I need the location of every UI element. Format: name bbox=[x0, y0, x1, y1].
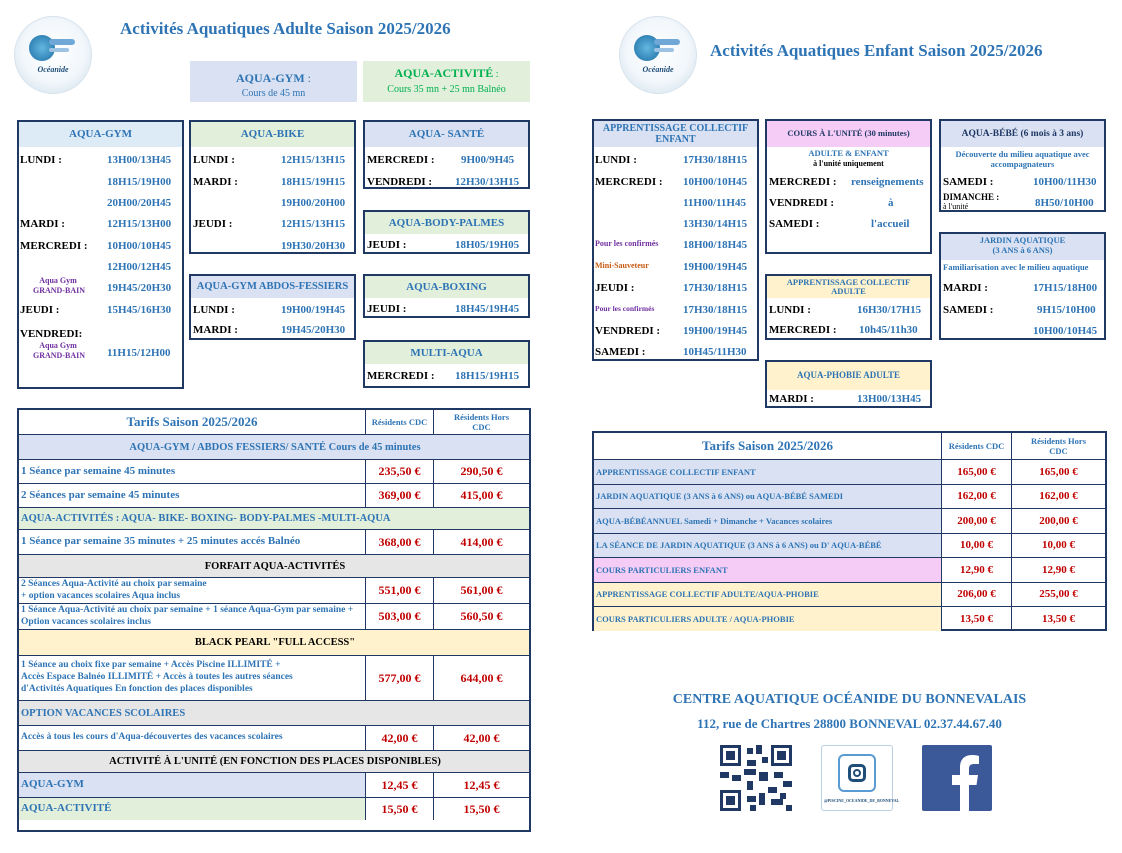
price-resident: 577,00 € bbox=[365, 656, 433, 700]
aquagym-info-box: AQUA-GYM : Cours de 45 mn bbox=[190, 61, 357, 102]
tarif-section-row bbox=[19, 434, 529, 459]
collectif-schedule: APPRENTISSAGE COLLECTIF ENFANT LUNDI : 17H30/18H15 MERCREDI : 10H00/10H45 11H00/11H45 13H30/14H15 Pour les confirmés 18H00/18H45 Mini-Sauveteur 19H00/19H45 JEUDI : 17H30/18H15 Pour les confirmés 17H30/18H15 VENDREDI : 19H00/19H45 SAMEDI : 10H45/11H30 bbox=[592, 119, 759, 361]
price-non-resident: 162,00 € bbox=[1011, 485, 1105, 509]
center-address: 112, rue de Chartres 28800 BONNEVAL 02.37.44.67.40 bbox=[697, 716, 1002, 731]
unite-header: COURS À L'UNITÉ (30 minutes) bbox=[767, 121, 930, 147]
adult-title: Activités Aquatiques Adulte Saison 2025/2026 bbox=[120, 19, 451, 38]
bebe-header: AQUA-BÉBÉ (6 mois à 3 ans) bbox=[941, 121, 1104, 147]
multi-header: MULTI-AQUA bbox=[365, 342, 528, 364]
tarif-row bbox=[19, 772, 529, 797]
price-resident: 42,00 € bbox=[365, 726, 433, 750]
price-resident: 200,00 € bbox=[941, 509, 1011, 533]
instagram-qr-icon[interactable]: @PISCINE_OCEANIDE_DE_BONNEVAL bbox=[821, 745, 893, 811]
tarif-label: AQUA-BÉBÉANNUEL Samedi + Dimanche + Vacances scolaires bbox=[594, 509, 941, 533]
price-non-resident: 644,00 € bbox=[433, 656, 529, 700]
tarif-row bbox=[19, 797, 529, 820]
price-resident: 503,00 € bbox=[365, 604, 433, 629]
sante-header: AQUA- SANTÉ bbox=[365, 122, 528, 147]
bebe-schedule: AQUA-BÉBÉ (6 mois à 3 ans) Découverte du milieu aquatique avec accompagnateurs SAMEDI : 10H00/11H30 DIMANCHE : à l'unité 8H50/10H00 bbox=[939, 119, 1106, 212]
palmes-schedule: AQUA-BODY-PALMES JEUDI : 18H05/19H05 bbox=[363, 210, 530, 254]
price-non-resident: 12,90 € bbox=[1011, 558, 1105, 582]
tarif-row bbox=[19, 655, 529, 700]
multi-schedule: MULTI-AQUA MERCREDI : 18H15/19H15 bbox=[363, 340, 530, 388]
price-non-resident: 15,50 € bbox=[433, 798, 529, 820]
price-non-resident: 165,00 € bbox=[1011, 460, 1105, 484]
boxing-schedule: AQUA-BOXING JEUDI : 18H45/19H45 bbox=[363, 274, 530, 318]
palmes-header: AQUA-BODY-PALMES bbox=[365, 212, 528, 234]
tarif-section-label: BLACK PEARL "FULL ACCESS" bbox=[194, 637, 356, 648]
child-tarifs-title: Tarifs Saison 2025/2026 bbox=[702, 438, 833, 453]
tarif-row bbox=[19, 483, 529, 507]
sante-schedule: AQUA- SANTÉ MERCREDI : 9H00/9H45 VENDREDI : 12H30/13H15 bbox=[363, 120, 530, 189]
price-non-resident: 415,00 € bbox=[433, 484, 529, 507]
tarif-section-label: AQUA-GYM / ABDOS FESSIERS/ SANTÉ Cours de 45 minutes bbox=[129, 441, 421, 453]
tarif-label: 2 Séances par semaine 45 minutes bbox=[21, 488, 180, 501]
price-resident: 13,50 € bbox=[941, 607, 1011, 631]
tarif-section-label: AQUA-ACTIVITÉS : AQUA- BIKE- BOXING- BODY-PALMES -MULTI-AQUA bbox=[21, 513, 391, 524]
tarif-row bbox=[19, 459, 529, 483]
tarif-label: JARDIN AQUATIQUE (3 ANS à 6 ANS) ou AQUA-BÉBÉ SAMEDI bbox=[594, 485, 941, 509]
aquagym-schedule: AQUA-GYM LUNDI : 13H00/13H45 18H15/19H00 20H00/20H45 MARDI : 12H15/13H00 MERCREDI : 10H00/10H45 12H00/12H45 Aqua Gym GRAND-BAIN 19H45/20H30 JEUDI : 15H45/16H30 VENDREDI: Aqua Gym GRAND-BAIN 11H15/12H00 bbox=[17, 120, 184, 389]
price-resident: 369,00 € bbox=[365, 484, 433, 507]
price-resident: 15,50 € bbox=[365, 798, 433, 820]
price-resident: 551,00 € bbox=[365, 578, 433, 603]
child-title: Activités Aquatiques Enfant Saison 2025/2026 bbox=[710, 41, 1043, 60]
tarif-section-row bbox=[19, 507, 529, 529]
aquaactivite-info-box: AQUA-ACTIVITÉ : Cours 35 mn + 25 mn Balnéo bbox=[363, 61, 530, 102]
price-resident: 12,45 € bbox=[365, 773, 433, 797]
tarif-label: COURS PARTICULIERS ENFANT bbox=[594, 558, 941, 582]
collectif-header: APPRENTISSAGE COLLECTIF ENFANT bbox=[594, 121, 757, 147]
center-name: CENTRE AQUATIQUE OCÉANIDE DU BONNEVALAIS bbox=[672, 692, 1027, 707]
price-non-resident: 414,00 € bbox=[433, 530, 529, 554]
unite-schedule: COURS À L'UNITÉ (30 minutes) ADULTE & ENFANT à l'unité uniquement MERCREDI : renseignements VENDREDI : à SAMEDI : l'accueil bbox=[765, 119, 932, 254]
price-resident: 235,50 € bbox=[365, 460, 433, 483]
tarif-section-label: ACTIVITÉ À L'UNITÉ (EN FONCTION DES PLACES DISPONIBLES) bbox=[109, 756, 441, 767]
tarif-label: LA SÉANCE DE JARDIN AQUATIQUE (3 ANS à 6 ANS) ou D' AQUA-BÉBÉ bbox=[594, 534, 941, 558]
boxing-header: AQUA-BOXING bbox=[365, 276, 528, 298]
adult-tarifs-table: Tarifs Saison 2025/2026 Résidents CDC Résidents Hors CDC AQUA-GYM / ABDOS FESSIERS/ SANTÉ Cours de 45 minutes 1 Séance par semaine 45 minutes 235,50 € 290,50 € 2 Séances par semaine 45 minutes 369,00 € 415,00 € AQUA-ACTIVITÉS : AQUA- BIKE- BOXING- BODY-PALMES -MULTI-AQUA 1 Séance par semaine 35 minutes + 25 minutes accés Balnéo 368,00 € 414,00 € FORFAIT AQUA-ACTIVITÉS 2 Séances Aqua-Activité au choix par semaine + option vacances scolaires Aqua inclus 551,00 € 561,00 € 1 Séance Aqua-Activité au choix par semaine + 1 séance Aqua-Gym par semaine + Option vacances scolaires inclus 503,00 € 560,50 € BLACK PEARL "FULL ACCESS" 1 Séance au choix fixe par semaine + Accès Piscine ILLIMITÉ + Accès Espace Balnéo ILLIMITÉ + Accès à toutes les autres séances d'Activités Aquatiques En fonction des places disponibles 577,00 € 644,00 € OPTION VACANCES SCOLAIRES Accès à tous les cours d'Aqua-découvertes des vacances scolaires 42,00 € 42,00 € ACTIVITÉ À L'UNITÉ (EN FONCTION DES PLACES DISPONIBLES) AQUA-GYM 12,45 € 12,45 € AQUA-ACTIVITÉ 15,50 € 15,50 € bbox=[17, 408, 531, 832]
tarif-label: 1 Séance par semaine 45 minutes bbox=[21, 464, 176, 477]
adulte-schedule: APPRENTISSAGE COLLECTIF ADULTE LUNDI : 16H30/17H15 MERCREDI : 10h45/11h30 bbox=[765, 274, 932, 340]
phobie-schedule: AQUA-PHOBIE ADULTE MARDI : 13H00/13H45 bbox=[765, 360, 932, 408]
adulte-header: APPRENTISSAGE COLLECTIF ADULTE bbox=[767, 276, 930, 298]
oceanide-logo-child: Océanide bbox=[619, 16, 697, 94]
adult-tarifs-title: Tarifs Saison 2025/2026 bbox=[126, 414, 258, 429]
tarif-section-row bbox=[19, 629, 529, 655]
abdos-header: AQUA-GYM ABDOS-FESSIERS bbox=[191, 276, 354, 298]
price-resident: 162,00 € bbox=[941, 485, 1011, 509]
tarif-label: 1 Séance au choix fixe par semaine + Accès Piscine ILLIMITÉ + Accès Espace Balnéo ILLIMITÉ + Accès à toutes les autres séances d'Activités Aquatiques En fonction des places disponibles bbox=[21, 660, 293, 694]
child-tarif-row bbox=[594, 606, 1105, 631]
child-tarifs-table: Tarifs Saison 2025/2026 Résidents CDC Résidents Hors CDC APPRENTISSAGE COLLECTIF ENFANT 165,00 € 165,00 € JARDIN AQUATIQUE (3 ANS à 6 ANS) ou AQUA-BÉBÉ SAMEDI 162,00 € 162,00 € AQUA-BÉBÉANNUEL Samedi + Dimanche + Vacances scolaires 200,00 € 200,00 € LA SÉANCE DE JARDIN AQUATIQUE (3 ANS à 6 ANS) ou D' AQUA-BÉBÉ 10,00 € 10,00 € COURS PARTICULIERS ENFANT 12,90 € 12,90 € APPRENTISSAGE COLLECTIF ADULTE/AQUA-PHOBIE 206,00 € 255,00 € COURS PARTICULIERS ADULTE / AQUA-PHOBIE 13,50 € 13,50 € bbox=[592, 431, 1107, 631]
price-resident: 10,00 € bbox=[941, 534, 1011, 558]
tarif-label: 2 Séances Aqua-Activité au choix par semaine + option vacances scolaires Aqua inclus bbox=[21, 578, 207, 601]
price-non-resident: 560,50 € bbox=[433, 604, 529, 629]
price-resident: 368,00 € bbox=[365, 530, 433, 554]
child-tarif-row bbox=[594, 557, 1105, 582]
price-resident: 206,00 € bbox=[941, 583, 1011, 607]
price-non-resident: 13,50 € bbox=[1011, 607, 1105, 631]
tarif-row bbox=[19, 529, 529, 554]
price-non-resident: 200,00 € bbox=[1011, 509, 1105, 533]
tarif-row bbox=[19, 725, 529, 750]
price-non-resident: 42,00 € bbox=[433, 726, 529, 750]
tarif-section-row bbox=[19, 700, 529, 725]
child-tarif-row bbox=[594, 582, 1105, 607]
jardin-schedule: JARDIN AQUATIQUE (3 ANS à 6 ANS) Familiarisation avec le milieu aquatique MARDI : 17H15/18H00 SAMEDI : 9H15/10H00 10H00/10H45 bbox=[939, 232, 1106, 340]
tarif-section-label: OPTION VACANCES SCOLAIRES bbox=[21, 707, 186, 719]
price-resident: 12,90 € bbox=[941, 558, 1011, 582]
tarif-section-label: FORFAIT AQUA-ACTIVITÉS bbox=[204, 560, 346, 572]
tarif-label: AQUA-ACTIVITÉ bbox=[19, 798, 365, 820]
aquabike-header: AQUA-BIKE bbox=[191, 122, 354, 147]
child-tarif-row bbox=[594, 459, 1105, 484]
facebook-icon[interactable] bbox=[922, 745, 992, 811]
abdos-schedule: AQUA-GYM ABDOS-FESSIERS LUNDI : 19H00/19H45 MARDI : 19H45/20H30 bbox=[189, 274, 356, 340]
price-non-resident: 255,00 € bbox=[1011, 583, 1105, 607]
tarif-row bbox=[19, 603, 529, 629]
tarif-label: Accès à tous les cours d'Aqua-découvertes des vacances scolaires bbox=[21, 732, 283, 743]
child-tarif-row bbox=[594, 484, 1105, 509]
phobie-header: AQUA-PHOBIE ADULTE bbox=[767, 362, 930, 390]
qr-code-icon[interactable] bbox=[720, 745, 792, 811]
tarif-label: APPRENTISSAGE COLLECTIF ADULTE/AQUA-PHOBIE bbox=[594, 583, 941, 607]
tarif-label: AQUA-GYM bbox=[19, 773, 365, 797]
tarif-label: APPRENTISSAGE COLLECTIF ENFANT bbox=[594, 460, 941, 484]
jardin-header: JARDIN AQUATIQUE bbox=[979, 235, 1066, 245]
price-non-resident: 561,00 € bbox=[433, 578, 529, 603]
tarif-label: COURS PARTICULIERS ADULTE / AQUA-PHOBIE bbox=[594, 607, 941, 631]
child-tarif-row bbox=[594, 508, 1105, 533]
tarif-section-row bbox=[19, 750, 529, 772]
tarif-row bbox=[19, 577, 529, 603]
tarif-label: 1 Séance par semaine 35 minutes + 25 minutes accés Balnéo bbox=[21, 535, 301, 548]
price-non-resident: 290,50 € bbox=[433, 460, 529, 483]
price-non-resident: 10,00 € bbox=[1011, 534, 1105, 558]
child-tarif-row bbox=[594, 533, 1105, 558]
tarif-label: 1 Séance Aqua-Activité au choix par semaine + 1 séance Aqua-Gym par semaine + Option vacances scolaires inclus bbox=[21, 604, 354, 627]
price-resident: 165,00 € bbox=[941, 460, 1011, 484]
price-non-resident: 12,45 € bbox=[433, 773, 529, 797]
aquagym-header: AQUA-GYM bbox=[19, 122, 182, 147]
tarif-section-row bbox=[19, 554, 529, 577]
oceanide-logo: Océanide bbox=[14, 16, 92, 94]
aquabike-schedule: AQUA-BIKE LUNDI : 12H15/13H15 MARDI : 18H15/19H15 19H00/20H00 JEUDI : 12H15/13H15 19H30/20H30 bbox=[189, 120, 356, 254]
